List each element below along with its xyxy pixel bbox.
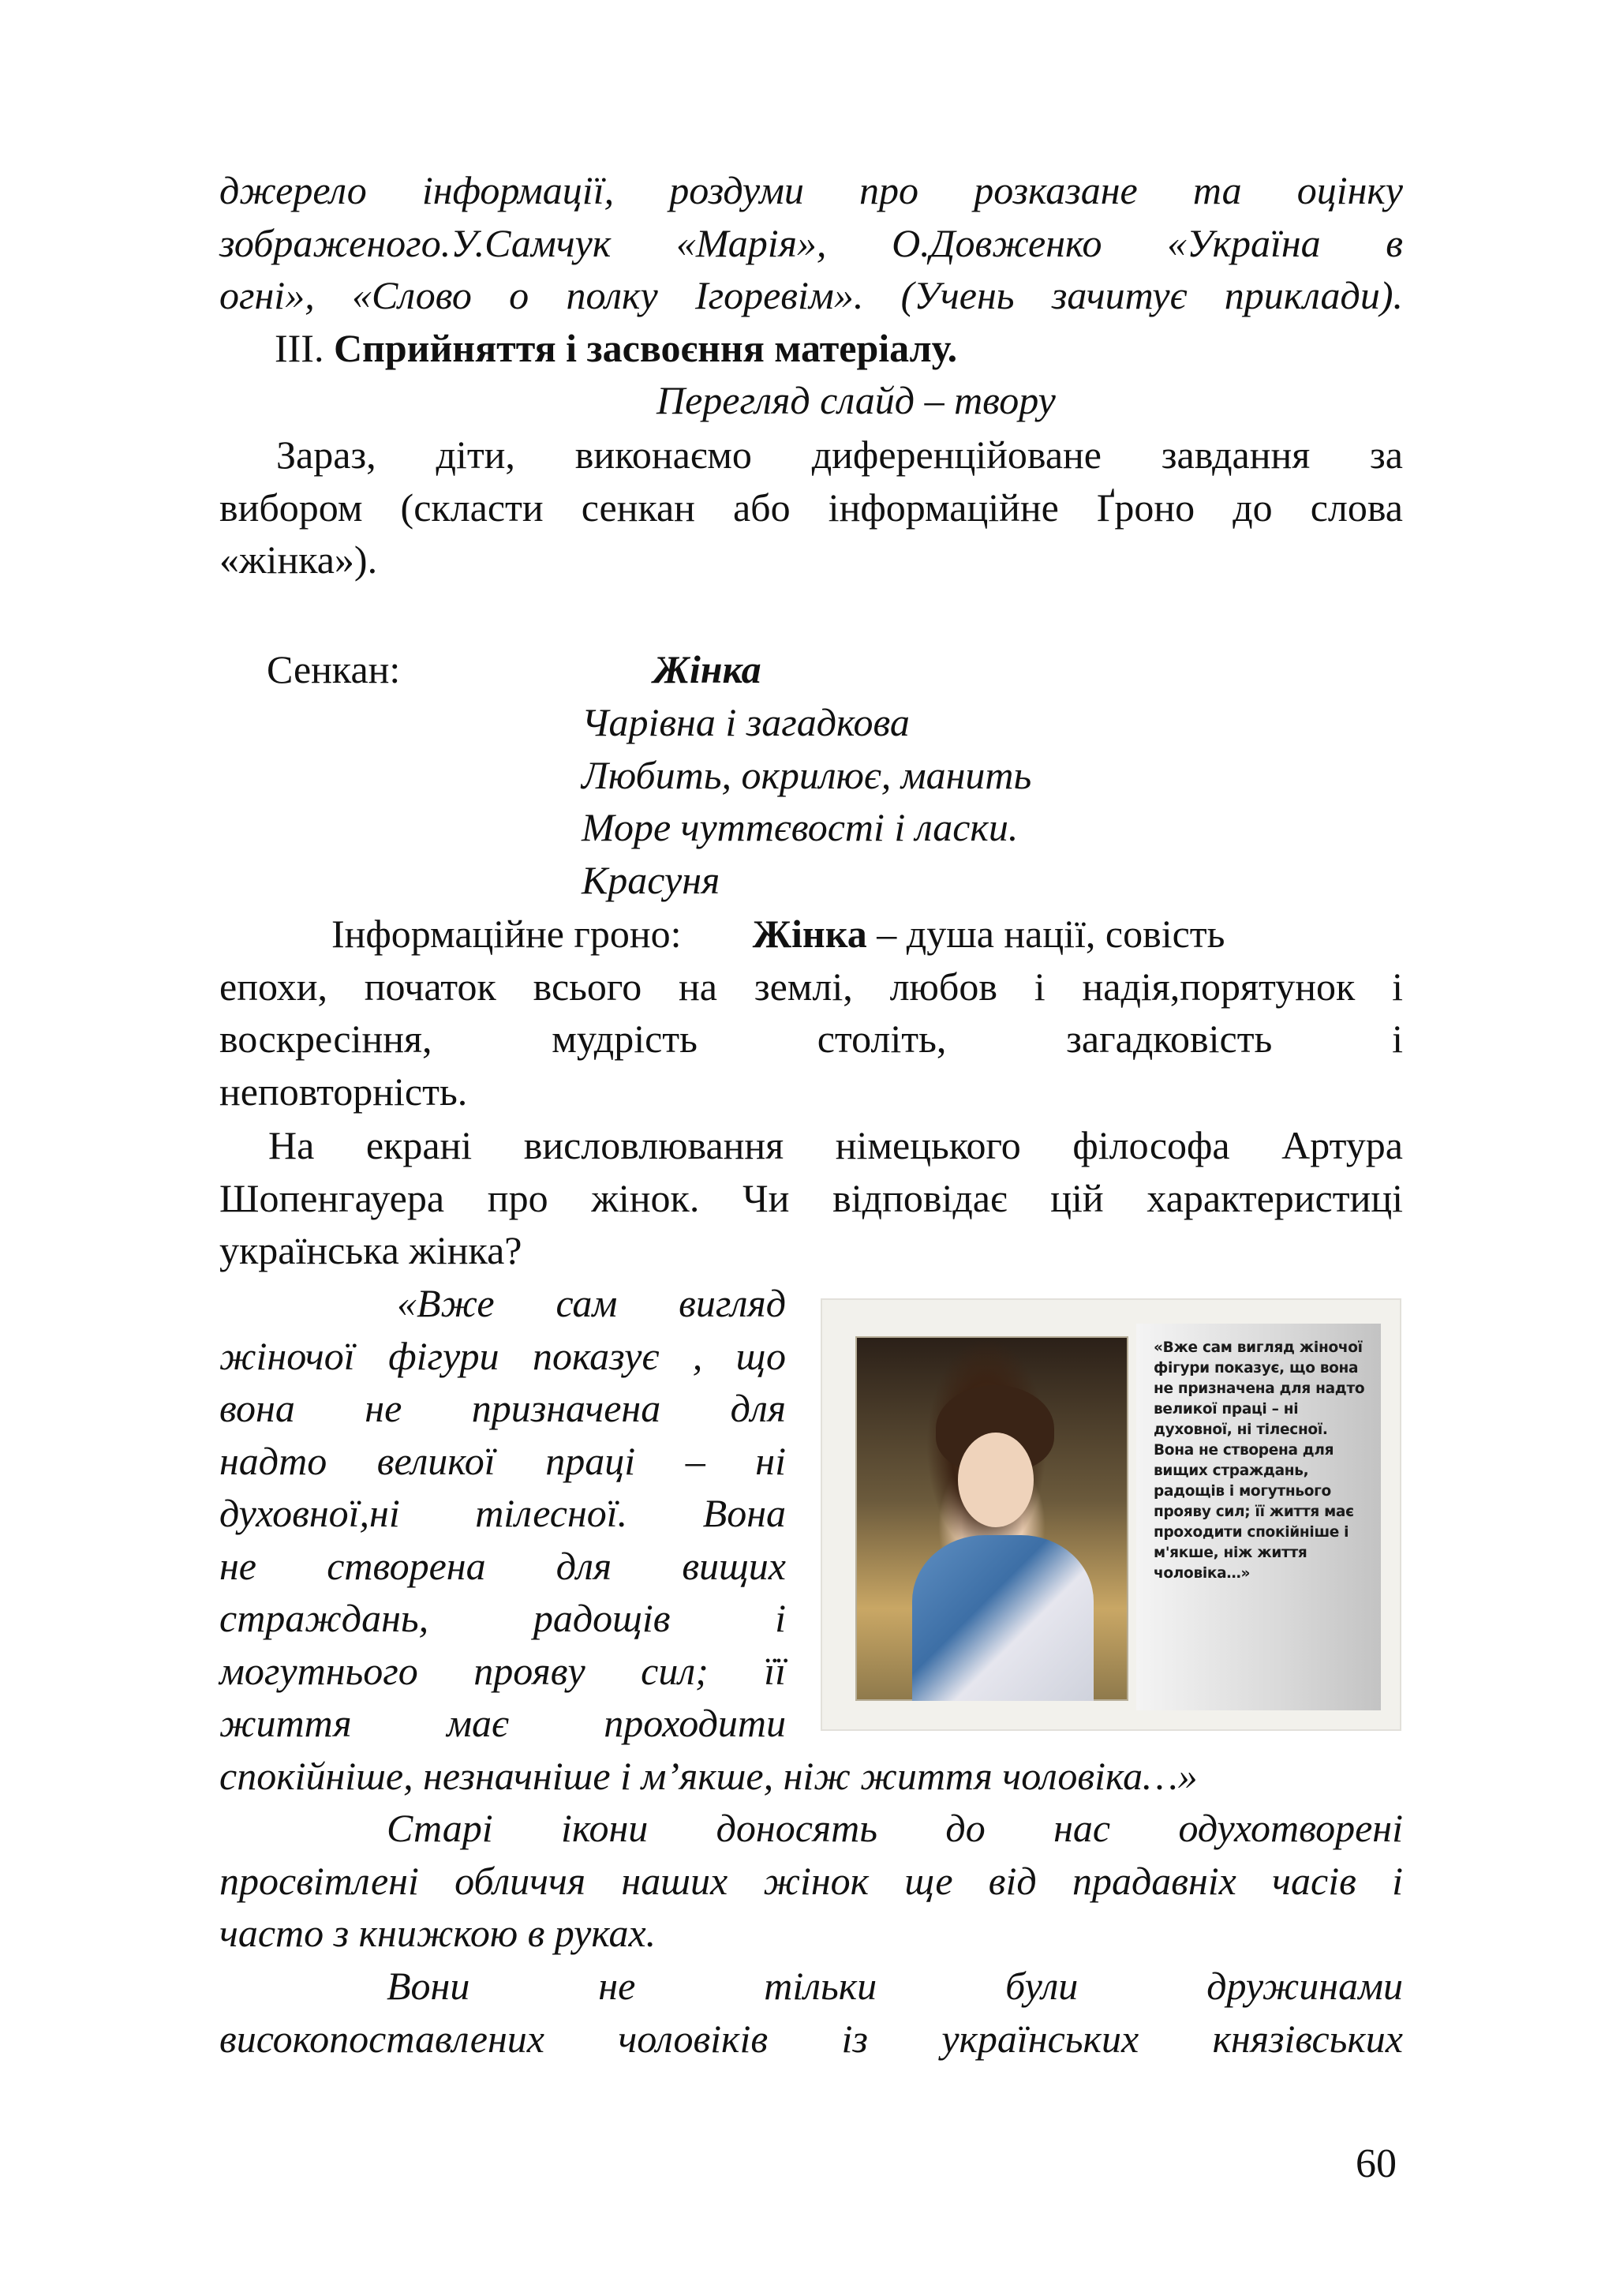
senkan-line-4: Красуня bbox=[582, 857, 720, 902]
grono-line-1-rest: – душа нації, совість bbox=[866, 912, 1225, 956]
senkan-word: Жінка bbox=[653, 647, 761, 691]
quote-line-4: надто великої праці – ні bbox=[219, 1438, 786, 1483]
quote-line-6: не створена для вищих bbox=[219, 1543, 786, 1588]
section-subtitle: Перегляд слайд – твору bbox=[656, 378, 1056, 422]
screen-line-2: Шопенгауера про жінок. Чи відповідає цій характеристиці bbox=[219, 1175, 1403, 1220]
screen-line-1: На екрані висловлювання німецького філософа Артура bbox=[268, 1123, 1403, 1167]
portrait-painting bbox=[855, 1336, 1128, 1701]
icons-paragraph bbox=[219, 1802, 1403, 1960]
senkan-line-3: Море чуттєвості і ласки. bbox=[582, 805, 1019, 849]
section-numeral: ІІІ. bbox=[275, 326, 324, 370]
intro-line-3: огні», «Слово о полку Ігоревім». (Учень зачитує приклади). bbox=[219, 273, 1403, 317]
slide-image bbox=[821, 1298, 1401, 1731]
quote-line-9: життя має проходити bbox=[219, 1701, 786, 1745]
intro-line-1: джерело інформації, роздуми про розказане та оцінку bbox=[219, 168, 1403, 212]
senkan-line-1: Чарівна і загадкова bbox=[582, 700, 910, 744]
task-line-3: «жінка»). bbox=[219, 537, 378, 582]
page-number: 60 bbox=[1356, 2141, 1397, 2186]
quote-line-7: страждань, радощів і bbox=[219, 1596, 786, 1640]
quote-line-2: жіночої фігури показує , що bbox=[219, 1333, 786, 1378]
task-line-1: Зараз, діти, виконаємо диференційоване завдання за bbox=[276, 433, 1403, 477]
senkan-label-wrap bbox=[267, 643, 582, 696]
senkan-line-2: Любить, окрилює, манить bbox=[582, 752, 1032, 797]
quote-line-8: могутнього прояву сил; її bbox=[219, 1648, 786, 1693]
quote-last-line-wrap bbox=[219, 1750, 1403, 1803]
intro-line-2: зображеного.У.Самчук «Марія», О.Довженко «Україна в bbox=[219, 220, 1403, 265]
icons-line-1: Старі ікони доносять до нас одухотворені bbox=[387, 1806, 1403, 1850]
quote-line-1: «Вже сам вигляд bbox=[397, 1281, 786, 1325]
icons-line-2: просвітлені обличчя наших жінок ще від прадавніх часів і bbox=[219, 1858, 1403, 1903]
screen-line-3: українська жінка? bbox=[219, 1228, 522, 1272]
grono-line-4: неповторність. bbox=[219, 1069, 468, 1114]
grono-word: Жінка bbox=[752, 912, 867, 956]
senkan-body bbox=[653, 643, 1364, 696]
section-title: Сприйняття і засвоєння матеріалу. bbox=[333, 326, 958, 370]
quote-column bbox=[219, 1277, 786, 1750]
intro-paragraph bbox=[219, 164, 1403, 322]
wives-line-2: високопоставлених чоловіків із українських князівських bbox=[219, 2016, 1403, 2061]
quote-line-5: духовної,ні тілесної. Вона bbox=[219, 1491, 786, 1535]
quote-line-3: вона не призначена для bbox=[219, 1386, 786, 1430]
wives-paragraph bbox=[219, 1960, 1403, 2065]
section-heading bbox=[275, 322, 1221, 375]
senkan-lines bbox=[582, 696, 1292, 906]
senkan-label: Сенкан: bbox=[267, 647, 401, 691]
icons-line-3: часто з книжкою в руках. bbox=[219, 1911, 656, 1955]
quote-last-line: спокійніше, незначніше і м’якше, ніж життя чоловіка…» bbox=[219, 1754, 1198, 1798]
screen-paragraph bbox=[219, 1119, 1403, 1277]
grono-paragraph bbox=[219, 908, 1403, 1118]
slide-quote-text: «Вже сам вигляд жіночої фігури показує, що вона не призначена для надто великої праці – ні духовної, ні тілесної. Вона не створена для вищих страждань, радощів і могутнього прояву сил; її життя має проходити спокійніше і м'якше, ніж життя чоловіка…» bbox=[1136, 1324, 1381, 1710]
section-subtitle-wrap bbox=[656, 374, 1209, 427]
task-paragraph bbox=[219, 429, 1403, 586]
wives-line-1: Вони не тільки були дружинами bbox=[387, 1964, 1403, 2008]
grono-line-3: воскресіння, мудрість століть, загадковість і bbox=[219, 1017, 1403, 1061]
task-line-2: вибором (скласти сенкан або інформаційне Ґроно до слова bbox=[219, 485, 1403, 530]
grono-line-2: епохи, початок всього на землі, любов і надія,порятунок і bbox=[219, 964, 1403, 1009]
grono-label: Інформаційне гроно: bbox=[331, 912, 682, 956]
